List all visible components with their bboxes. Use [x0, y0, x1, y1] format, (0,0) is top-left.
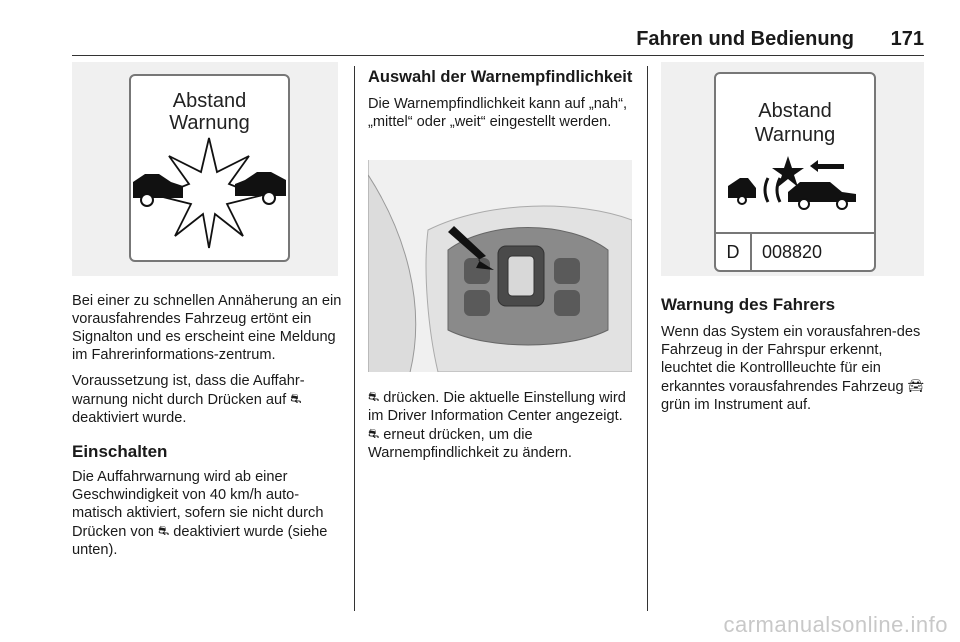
- figure-code-row: [716, 232, 874, 270]
- paragraph-press-button-text: drücken. Die aktuelle Einstellung wird im Driver Information Center angezeigt.: [368, 390, 626, 424]
- middle-text-bottom: [368, 388, 636, 462]
- figure-code-number: 008820: [762, 242, 823, 262]
- paragraph-prerequisite-text: Voraussetzung ist, dass die Auffahr-warnung nicht durch Drücken auf: [72, 373, 305, 408]
- middle-text-top: [368, 68, 636, 131]
- page-number: 171: [890, 28, 924, 50]
- collision-star-icon: [131, 132, 288, 252]
- page-header: [72, 24, 924, 56]
- paragraph-driver-warning-text-end: grün im Instrument auf.: [661, 397, 812, 413]
- figure-label-abstand: Abstand: [758, 100, 832, 122]
- column-divider-right: [647, 66, 648, 611]
- distance-warning-button-icon: ⛐: [290, 391, 302, 406]
- header-rule: [72, 55, 924, 56]
- paragraph-prerequisite-text-end: deaktiviert wurde.: [72, 410, 187, 426]
- distance-warning-figure: [72, 62, 338, 276]
- steering-wheel-figure: [368, 160, 632, 372]
- paragraph-press-button: [368, 388, 636, 462]
- chapter-title: Fahren und Bedienung: [636, 28, 854, 50]
- driver-warning-figure: [661, 62, 924, 276]
- heading-warning-sensitivity: Auswahl der Warnempfindlichkeit: [368, 68, 633, 86]
- right-text-block: [661, 295, 929, 414]
- paragraph-driver-warning: [661, 323, 929, 414]
- distance-warning-button-icon: ⛐: [368, 426, 380, 441]
- figure-label-abstand: Abstand: [172, 90, 247, 112]
- paragraph-activation-text: Die Auffahrwarnung wird ab einer Geschwindigkeit von 40 km/h auto-matisch aktiviert, sofern sie nicht durch Drücken von: [72, 469, 324, 540]
- heading-driver-warning: Warnung des Fahrers: [661, 295, 836, 314]
- paragraph-activation-text-end: deaktiviert wurde (siehe unten).: [72, 524, 328, 558]
- figure-label-warnung: Warnung: [169, 112, 250, 134]
- vehicle-ahead-warning-icon: [726, 152, 864, 214]
- column-divider-left: [354, 66, 355, 611]
- paragraph-approach-warning: Bei einer zu schnellen Annäherung an ein vorausfahrendes Fahrzeug ertönt ein Signalton und es erscheint eine Meldung im Fahrerinformations-zentrum.: [72, 293, 342, 363]
- paragraph-prerequisite: [72, 372, 342, 427]
- figure-code-prefix: D: [716, 234, 752, 270]
- display-panel: [714, 72, 876, 272]
- distance-warning-button-icon: ⛐: [368, 389, 380, 404]
- paragraph-activation: [72, 468, 342, 559]
- heading-einschalten: Einschalten: [72, 442, 168, 461]
- paragraph-driver-warning-text: Wenn das System ein vorausfahren-des Fahrzeug in der Fahrspur erkennt, leuchtet die Kontrollleuchte für ein erkanntes vorausfahrendes Fahrzeug: [661, 324, 921, 395]
- distance-warning-button-icon: ⛐: [158, 523, 170, 538]
- figure-label-warnung: Warnung: [754, 124, 836, 146]
- vehicle-ahead-icon: 🚘︎: [907, 378, 925, 393]
- left-text-block: [72, 292, 342, 559]
- paragraph-sensitivity-options: Die Warnempfindlichkeit kann auf „nah“, „mittel“ oder „weit“ eingestellt werden.: [368, 96, 628, 130]
- watermark: carmanualsonline.info: [723, 612, 948, 637]
- paragraph-press-button-text-end: erneut drücken, um die Warnempfindlichkeit zu ändern.: [368, 427, 572, 461]
- display-panel: [129, 74, 290, 262]
- steering-wheel-illustration: [368, 160, 632, 372]
